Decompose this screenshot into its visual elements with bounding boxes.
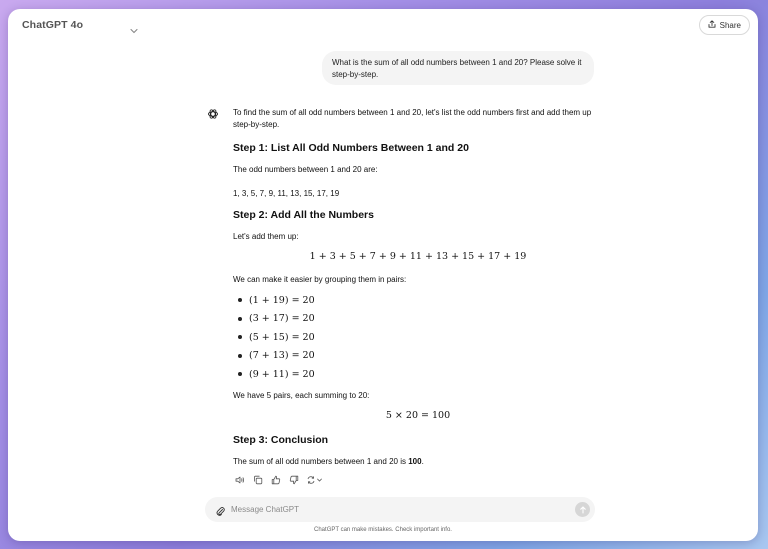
message-actions (234, 474, 324, 485)
conclusion-prefix: The sum of all odd numbers between 1 and 20 is (233, 457, 409, 466)
pair-expression: (1 + 19) = 20 (249, 294, 315, 306)
chatgpt-logo-icon (207, 107, 219, 125)
step2-heading: Step 2: Add All the Numbers (233, 209, 374, 221)
pair-expression: (5 + 15) = 20 (249, 331, 315, 343)
top-bar (8, 9, 758, 41)
list-item (233, 347, 315, 366)
share-button[interactable] (699, 15, 750, 35)
chat-window (8, 9, 758, 541)
model-selector[interactable] (22, 19, 83, 31)
pair-expression: (7 + 13) = 20 (249, 350, 315, 362)
share-label: Share (719, 20, 741, 30)
step1-heading: Step 1: List All Odd Numbers Between 1 and 20 (233, 142, 469, 154)
model-name: ChatGPT 4o (22, 19, 84, 31)
pair-expression: (9 + 11) = 20 (249, 368, 315, 380)
user-message: What is the sum of all odd numbers between 1 and 20? Please solve it step-by-step. (322, 51, 594, 85)
list-item (233, 328, 315, 347)
pairs-summary: We have 5 pairs, each summing to 20: (233, 391, 370, 400)
speaker-icon[interactable] (234, 474, 245, 485)
disclaimer: ChatGPT can make mistakes. Check important info. (314, 527, 452, 533)
answer-intro: To find the sum of all odd numbers between 1 and 20, let's list the odd numbers first and add them up step-by-step. (233, 108, 592, 129)
copy-icon[interactable] (252, 474, 263, 485)
step3-heading: Step 3: Conclusion (233, 434, 329, 446)
list-item (233, 365, 315, 384)
odd-numbers-list: 1, 3, 5, 7, 9, 11, 13, 15, 17, 19 (233, 189, 340, 198)
list-item (233, 291, 315, 310)
pairs-list (233, 291, 315, 384)
conclusion-suffix: . (421, 457, 424, 466)
step2-text: Let's add them up: (233, 232, 299, 241)
message-composer (205, 497, 595, 522)
conclusion-value: 100 (408, 457, 422, 466)
conclusion-text (233, 456, 424, 468)
list-item (233, 310, 315, 329)
pair-expression: (3 + 17) = 20 (249, 313, 315, 325)
send-button[interactable] (575, 502, 590, 517)
product-expression: 5 × 20 = 100 (385, 410, 451, 421)
step1-text: The odd numbers between 1 and 20 are: (233, 165, 378, 174)
share-icon (708, 20, 716, 30)
thumbs-up-icon[interactable] (270, 474, 281, 485)
arrow-up-icon (579, 506, 587, 514)
sum-expression: 1 + 3 + 5 + 7 + 9 + 11 + 13 + 15 + 17 + 19 (309, 251, 527, 262)
paperclip-icon[interactable] (216, 504, 225, 522)
chevron-down-icon[interactable] (130, 21, 138, 39)
regenerate-icon[interactable] (306, 474, 324, 485)
grouping-text: We can make it easier by grouping them in pairs: (233, 275, 407, 284)
message-input[interactable] (231, 501, 551, 518)
thumbs-down-icon[interactable] (288, 474, 299, 485)
